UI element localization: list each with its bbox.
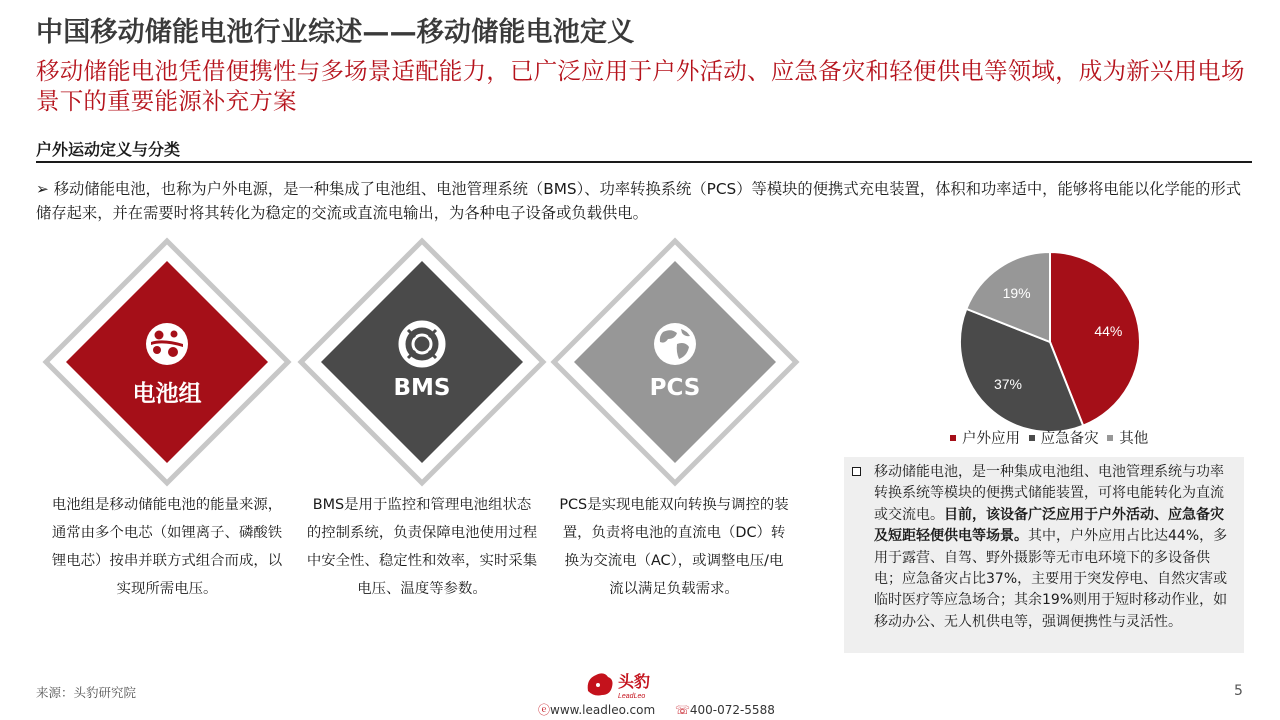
pie-svg <box>940 232 1160 452</box>
chart-legend <box>950 427 1152 448</box>
lifebuoy-icon <box>398 320 446 368</box>
note-text-part1: 移动储能电池，是一种集成电池组、电池管理系统与功率转换系统等模块的便携式储能装置，可将电能转化为直流或交流电。 <box>874 464 1224 523</box>
intro-paragraph <box>36 177 1254 225</box>
pie-chart <box>940 232 1160 452</box>
page-subtitle: 移动储能电池凭借便携性与多场景适配能力，已广泛应用于户外活动、应急备灾和轻便供电等领域，成为新兴用电场景下的重要能源补充方案 <box>36 57 1245 115</box>
page-title: 中国移动储能电池行业综述——移动储能电池定义 <box>36 17 635 48</box>
note-text-part2: 其中，户外应用占比达44%，多用于露营、自驾、野外摄影等无市电环境下的多设备供电；应急备灾占比37%，主要用于突发停电、自然灾害或临时医疗等应急场合；其余19%则用于短时移动作业，如移动办公、无人机供电等，强调便携性与灵活性。 <box>874 528 1228 630</box>
pie-data-label: 37% <box>993 376 1023 393</box>
bullet-arrow-icon: ➢ <box>36 180 49 198</box>
note-text <box>874 462 1234 633</box>
pie-data-label: 44% <box>1094 322 1123 339</box>
section-title: 户外运动定义与分类 <box>36 140 181 159</box>
globe-network-icon <box>143 320 191 368</box>
legend-swatch <box>1029 435 1035 441</box>
page-number: 5 <box>1234 683 1243 699</box>
legend-label: 户外应用 <box>962 431 1020 447</box>
globe-icon <box>651 320 699 368</box>
card-label: PCS <box>649 375 701 401</box>
card-label: 电池组 <box>132 381 202 407</box>
pie-data-label: 19% <box>1002 284 1031 301</box>
note-text-highlight: 目前，该设备广泛应用于户外活动、应急备灾及短距轻便供电等场景。 <box>874 506 1224 545</box>
legend-label: 其他 <box>1119 431 1149 447</box>
website-link[interactable]: www.leadleo.com <box>550 703 656 717</box>
card-description: BMS是用于监控和管理电池组状态的控制系统，负责保障电池使用过程中安全性、稳定性和效率，实时采集电压、温度等参数。 <box>306 497 538 597</box>
leadleo-logo <box>584 667 694 701</box>
card-label: BMS <box>393 375 451 401</box>
web-icon: ⓔ <box>538 703 551 717</box>
legend-label: 应急备灾 <box>1040 431 1099 447</box>
card-battery-pack <box>42 237 292 487</box>
legend-item <box>950 431 1020 447</box>
phone-number: 400-072-5588 <box>689 703 775 717</box>
logo-text: 头豹 <box>618 674 651 691</box>
legend-swatch <box>950 435 956 441</box>
legend-item <box>1107 431 1148 447</box>
phone-icon: ☏ <box>674 703 690 717</box>
source-note: 来源：头豹研究院 <box>36 685 137 700</box>
legend-item <box>1029 431 1099 447</box>
logo-sub: LeadLeo <box>618 693 646 700</box>
card-description: PCS是实现电能双向转换与调控的装置，负责将电池的直流电（DC）转换为交流电（AC），或调整电压/电流以满足负载需求。 <box>559 497 789 597</box>
card-bms <box>297 237 547 487</box>
card-pcs <box>550 237 800 487</box>
note-box <box>844 457 1244 653</box>
legend-swatch <box>1107 435 1113 441</box>
footer-contact <box>538 701 775 718</box>
square-bullet-icon <box>852 467 861 476</box>
card-description: 电池组是移动储能电池的能量来源，通常由多个电芯（如锂离子、磷酸铁锂电芯）按串并联方式组合而成，以实现所需电压。 <box>51 497 283 597</box>
intro-text: 移动储能电池，也称为户外电源，是一种集成了电池组、电池管理系统（BMS）、功率转换系统（PCS）等模块的便携式充电装置，体积和功率适中，能够将电能以化学能的形式储存起来，并在需要时将其转化为稳定的交流或直流电输出，为各种电子设备或负载供电。 <box>36 180 1242 222</box>
section-divider <box>36 161 1252 163</box>
